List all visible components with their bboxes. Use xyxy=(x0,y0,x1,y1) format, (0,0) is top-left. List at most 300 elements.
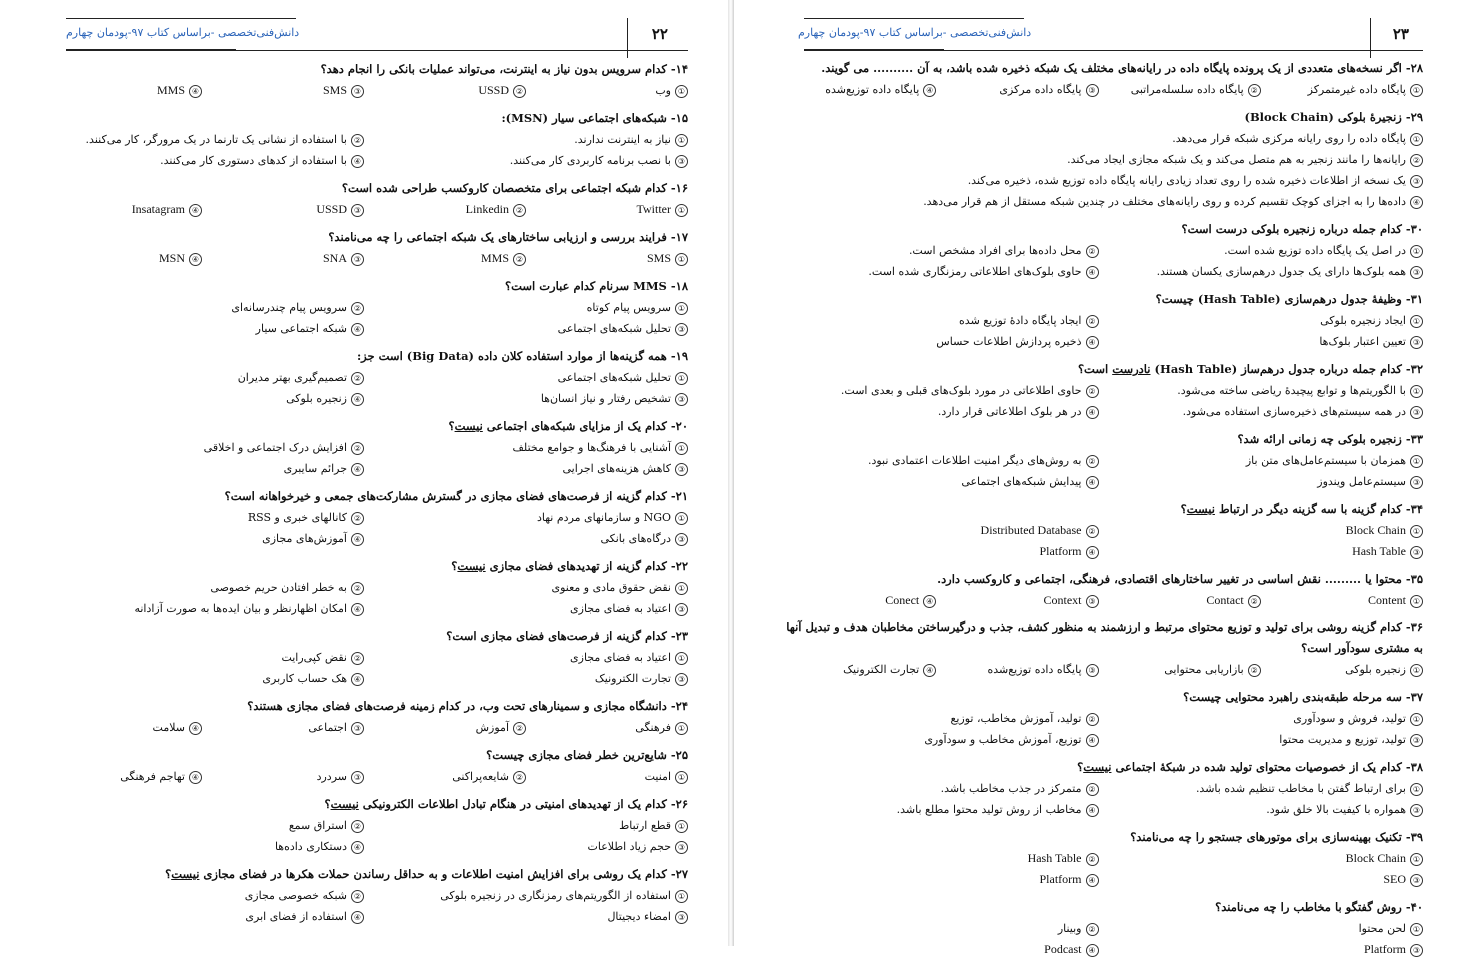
answer-option xyxy=(1099,541,1424,562)
answer-options xyxy=(40,815,688,857)
answer-options xyxy=(774,708,1423,750)
option-text: اجتماعی xyxy=(308,721,347,734)
answer-option xyxy=(774,128,1423,149)
answer-option xyxy=(40,598,364,619)
answer-option xyxy=(364,906,688,927)
question-stem: ۲۷- کدام یک روشی برای افزایش امنیت اطلاعات و به حداقل رساندن حملات هکرها در فضای مجازی نیست؟ xyxy=(165,867,688,881)
option-number: ② xyxy=(351,820,364,833)
answer-option xyxy=(364,766,526,787)
option-number: ① xyxy=(675,582,688,595)
answer-option xyxy=(1261,590,1423,611)
option-text: امنیت xyxy=(644,770,671,783)
option-text: با الگوریتم‌ها و توابع پیچیدهٔ ریاضی ساخته می‌شود. xyxy=(1177,384,1406,397)
option-text: سرویس پیام کوتاه xyxy=(586,301,671,314)
option-number: ④ xyxy=(1410,196,1423,209)
option-number: ① xyxy=(1410,783,1423,796)
option-number: ④ xyxy=(923,595,936,608)
book-title: دانش‌فنی‌تخصصی -براساس کتاب ۹۷-پودمان چهارم xyxy=(66,26,300,39)
question-item xyxy=(40,345,688,409)
answer-options xyxy=(40,199,688,220)
option-text: آموزش‌های مجازی xyxy=(262,532,347,545)
option-text: اعتیاد به فضای مجازی xyxy=(570,602,671,615)
answer-option xyxy=(40,577,364,598)
option-text: متمرکز در جذب مخاطب باشد. xyxy=(940,782,1082,795)
option-number: ③ xyxy=(1410,406,1423,419)
answer-option xyxy=(774,590,936,611)
answer-option xyxy=(40,388,364,409)
option-text: با استفاده از کدهای دستوری کار می‌کنند. xyxy=(160,154,347,167)
answer-option xyxy=(774,191,1423,212)
option-text: شایعه‌پراکنی xyxy=(452,770,509,783)
option-number: ② xyxy=(1086,455,1099,468)
answer-option xyxy=(526,717,688,738)
option-text: لحن محتوا xyxy=(1358,922,1406,935)
option-text: شبکه اجتماعی سیار xyxy=(255,322,347,335)
option-number: ③ xyxy=(1410,944,1423,957)
option-number: ① xyxy=(675,85,688,98)
answer-option xyxy=(40,885,364,906)
option-text: SMS xyxy=(646,251,671,265)
question-stem: ۱۸- MMS سرنام کدام عبارت است؟ xyxy=(505,279,688,293)
answer-options xyxy=(774,380,1423,422)
answer-options xyxy=(40,717,688,738)
option-number: ② xyxy=(351,302,364,315)
answer-options xyxy=(774,450,1423,492)
negation-word: نیست xyxy=(330,797,359,811)
option-number: ② xyxy=(1086,315,1099,328)
option-number: ② xyxy=(513,204,526,217)
option-number: ③ xyxy=(675,463,688,476)
option-text: MMS xyxy=(156,83,185,97)
option-number: ① xyxy=(675,722,688,735)
question-stem: ۲۸- اگر نسخه‌های متعددی از یک پرونده پایگاه داده در رایانه‌های مختلف یک شبکه ذخیره شده باشد، به آن .......... می گویند. xyxy=(821,61,1423,75)
option-text: قطع ارتباط xyxy=(619,819,671,832)
question-item xyxy=(40,485,688,549)
answer-option xyxy=(774,450,1099,471)
option-text: Insatagram xyxy=(131,202,185,216)
option-text: پیدایش شبکه‌های اجتماعی xyxy=(961,475,1082,488)
answer-option xyxy=(1099,471,1424,492)
question-item xyxy=(774,896,1423,960)
option-number: ③ xyxy=(675,841,688,854)
book-title: دانش‌فنی‌تخصصی -براساس کتاب ۹۷-پودمان چهارم xyxy=(798,26,1032,39)
option-number: ④ xyxy=(923,664,936,677)
option-number: ④ xyxy=(189,85,202,98)
answer-option xyxy=(40,906,364,927)
question-item xyxy=(774,617,1423,680)
negation-word: نادرست xyxy=(1112,362,1151,376)
option-number: ② xyxy=(513,771,526,784)
option-number: ③ xyxy=(351,722,364,735)
question-stem: ۲۳- کدام گزینه از فرصت‌های فضای مجازی است؟ xyxy=(446,629,688,643)
option-text: Twitter xyxy=(636,202,671,216)
answer-options xyxy=(774,848,1423,890)
option-number: ① xyxy=(1410,525,1423,538)
answer-option xyxy=(1099,869,1424,890)
option-text: محل داده‌ها برای افراد مشخص است. xyxy=(908,244,1082,257)
option-number: ③ xyxy=(675,393,688,406)
option-number: ① xyxy=(675,442,688,455)
option-number: ④ xyxy=(1086,336,1099,349)
option-text: دستکاری داده‌ها xyxy=(274,840,347,853)
option-number: ③ xyxy=(1086,84,1099,97)
answer-option xyxy=(1099,939,1424,960)
answer-options xyxy=(774,128,1423,212)
answer-option xyxy=(40,717,202,738)
question-stem: ۱۴- کدام سرویس بدون نیاز به اینترنت، می‌تواند عملیات بانکی را انجام دهد؟ xyxy=(320,62,688,76)
option-text: ایجاد زنجیره بلوکی xyxy=(1320,314,1406,327)
answer-options xyxy=(40,437,688,479)
question-item xyxy=(40,695,688,738)
question-stem: ۲۱- کدام گزینه از فرصت‌های فضای مجازی در گسترش مشارکت‌های جمعی و خیرخواهانه است؟ xyxy=(224,489,688,503)
answer-option xyxy=(774,331,1099,352)
header-divider xyxy=(1370,18,1371,58)
answer-option xyxy=(526,766,688,787)
option-text: نقض کپی‌رایت xyxy=(281,651,347,664)
answer-option xyxy=(40,318,364,339)
answer-option xyxy=(40,836,364,857)
option-text: تهاجم فرهنگی xyxy=(120,770,185,783)
question-item xyxy=(774,106,1423,212)
page-number: ۲۳ xyxy=(1392,25,1409,43)
option-number: ① xyxy=(675,890,688,903)
question-item xyxy=(40,275,688,339)
option-number: ④ xyxy=(1086,874,1099,887)
option-number: ① xyxy=(1410,595,1423,608)
option-text: تجارت الکترونیک xyxy=(594,672,671,685)
answer-option xyxy=(526,199,688,220)
option-text: SNA xyxy=(322,251,347,265)
option-number: ④ xyxy=(351,911,364,924)
question-stem: ۳۳- زنجیره بلوکی چه زمانی ارائه شد؟ xyxy=(1237,432,1423,446)
question-stem: ۴۰- روش گفتگو با مخاطب را چه می‌نامند؟ xyxy=(1215,900,1423,914)
option-number: ③ xyxy=(351,204,364,217)
answer-option xyxy=(364,836,688,857)
answer-options xyxy=(40,507,688,549)
answer-option xyxy=(364,367,688,388)
answer-option xyxy=(1099,401,1424,422)
option-number: ① xyxy=(675,253,688,266)
option-text: در همه سیستم‌های ذخیره‌سازی استفاده می‌شود. xyxy=(1182,405,1406,418)
answer-option xyxy=(364,528,688,549)
header-rule xyxy=(804,50,1423,51)
option-number: ③ xyxy=(351,253,364,266)
option-number: ① xyxy=(675,372,688,385)
option-number: ④ xyxy=(351,673,364,686)
option-number: ① xyxy=(675,652,688,665)
answer-option xyxy=(1099,331,1424,352)
option-number: ① xyxy=(675,820,688,833)
answer-option xyxy=(774,520,1099,541)
answer-option xyxy=(364,668,688,689)
answer-option xyxy=(40,507,364,528)
option-number: ② xyxy=(351,372,364,385)
option-text: زنجیره بلوکی xyxy=(1345,663,1406,676)
answer-option xyxy=(202,80,364,101)
option-text: تحلیل شبکه‌های اجتماعی xyxy=(557,371,671,384)
option-number: ④ xyxy=(189,722,202,735)
option-text: نیاز به اینترنت ندارند. xyxy=(574,133,671,146)
option-number: ③ xyxy=(1086,595,1099,608)
answer-option xyxy=(40,815,364,836)
option-number: ① xyxy=(675,302,688,315)
option-number: ③ xyxy=(351,85,364,98)
answer-option xyxy=(40,150,364,171)
option-text: Platform xyxy=(1364,942,1406,956)
option-text: تصمیم‌گیری بهتر مدیران xyxy=(237,371,347,384)
option-text: پایگاه داده توزیع‌شده xyxy=(987,663,1082,676)
option-number: ④ xyxy=(351,323,364,336)
option-text: در اصل یک پایگاه داده توزیع شده است. xyxy=(1224,244,1406,257)
option-text: سرویس پیام چندرسانه‌ای xyxy=(231,301,347,314)
option-number: ④ xyxy=(1086,546,1099,559)
answer-option xyxy=(40,668,364,689)
option-text: سیستم‌عامل ویندوز xyxy=(1317,475,1406,488)
option-number: ④ xyxy=(351,155,364,168)
question-stem: ۱۷- فرایند بررسی و ارزیابی ساختارهای یک شبکه اجتماعی را چه می‌نامند؟ xyxy=(328,230,688,244)
option-number: ④ xyxy=(351,533,364,546)
option-text: فرهنگی xyxy=(635,721,671,734)
option-number: ① xyxy=(1410,245,1423,258)
answer-option xyxy=(774,149,1423,170)
question-item xyxy=(774,58,1423,100)
option-number: ① xyxy=(1410,853,1423,866)
option-text: نقض حقوق مادی و معنوی xyxy=(551,581,671,594)
answer-option xyxy=(526,248,688,269)
option-text: استفاده از الگوریتم‌های رمزنگاری در زنجیره بلوکی xyxy=(440,889,671,902)
option-number: ③ xyxy=(1410,734,1423,747)
option-number: ② xyxy=(1248,664,1261,677)
option-number: ② xyxy=(351,582,364,595)
answer-option xyxy=(364,150,688,171)
option-text: Block Chain xyxy=(1345,851,1406,865)
question-stem: ۲۹- زنجیرهٔ بلوکی (Block Chain) xyxy=(1244,110,1423,124)
option-number: ③ xyxy=(1410,336,1423,349)
answer-option xyxy=(364,507,688,528)
option-text: Distributed Database xyxy=(980,523,1082,537)
option-text: MSN xyxy=(158,251,185,265)
answer-option xyxy=(364,248,526,269)
option-text: MMS xyxy=(480,251,509,265)
option-text: به خطر افتادن حریم خصوصی xyxy=(210,581,347,594)
answer-option xyxy=(40,199,202,220)
answer-options xyxy=(40,80,688,101)
question-item xyxy=(774,826,1423,890)
answer-option xyxy=(1099,450,1424,471)
option-text: جرائم سایبری xyxy=(283,462,347,475)
question-list xyxy=(40,58,688,933)
option-number: ② xyxy=(1410,154,1423,167)
answer-options xyxy=(774,310,1423,352)
option-number: ③ xyxy=(675,533,688,546)
option-text: تولید، توزیع و مدیریت محتوا xyxy=(1279,733,1406,746)
option-text: Context xyxy=(1043,593,1082,607)
question-item xyxy=(40,744,688,787)
answer-option xyxy=(1261,79,1423,100)
negation-word: نیست xyxy=(1083,760,1112,774)
answer-options xyxy=(774,659,1423,680)
option-text: سردرد xyxy=(316,770,347,783)
answer-option xyxy=(1099,729,1424,750)
answer-option xyxy=(774,380,1099,401)
answer-option xyxy=(774,778,1099,799)
answer-option xyxy=(40,437,364,458)
option-number: ③ xyxy=(1086,664,1099,677)
option-text: پایگاه داده سلسله‌مراتبی xyxy=(1130,83,1244,96)
option-text: Conect xyxy=(885,593,920,607)
option-number: ③ xyxy=(1410,546,1423,559)
option-text: Hash Table xyxy=(1027,851,1082,865)
option-number: ② xyxy=(1086,713,1099,726)
answer-option xyxy=(774,799,1099,820)
answer-option xyxy=(774,869,1099,890)
option-text: زنجیره بلوکی xyxy=(286,392,347,405)
option-number: ① xyxy=(675,771,688,784)
question-item xyxy=(774,288,1423,352)
question-stem: ۳۹- تکنیک بهینه‌سازی برای موتورهای جستجو را چه می‌نامند؟ xyxy=(1130,830,1423,844)
answer-option xyxy=(774,401,1099,422)
option-number: ④ xyxy=(189,204,202,217)
option-number: ② xyxy=(513,722,526,735)
option-text: داده‌ها را به اجزای کوچک تقسیم کرده و روی رایانه‌های مختلف در چندین شبکه مستقل از هم قرار می‌دهد. xyxy=(923,195,1406,208)
answer-option xyxy=(1099,520,1424,541)
option-text: درگاه‌های بانکی xyxy=(600,532,671,545)
answer-option xyxy=(526,80,688,101)
option-text: SEO xyxy=(1383,872,1406,886)
option-number: ② xyxy=(351,512,364,525)
option-text: کانالهای خبری و RSS xyxy=(247,511,347,524)
question-item xyxy=(40,58,688,101)
answer-option xyxy=(1099,240,1424,261)
option-text: پایگاه داده توزیع‌شده xyxy=(825,83,920,96)
answer-option xyxy=(1099,848,1424,869)
option-text: Podcast xyxy=(1044,942,1082,956)
question-item xyxy=(40,177,688,220)
option-text: حاوی اطلاعاتی در مورد بلوک‌های قبلی و بعدی است. xyxy=(840,384,1082,397)
option-text: USSD xyxy=(478,83,509,97)
option-number: ④ xyxy=(1086,406,1099,419)
option-text: تجارت الکترونیک xyxy=(843,663,920,676)
answer-option xyxy=(774,729,1099,750)
option-text: کاهش هزینه‌های اجرایی xyxy=(562,462,671,475)
question-item xyxy=(40,555,688,619)
negation-word: نیست xyxy=(457,559,486,573)
option-number: ③ xyxy=(675,911,688,924)
option-number: ① xyxy=(1410,923,1423,936)
option-number: ② xyxy=(1086,525,1099,538)
answer-option xyxy=(1099,79,1261,100)
answer-option xyxy=(1099,380,1424,401)
option-text: حاوی بلوک‌های اطلاعاتی رمزنگاری شده است. xyxy=(868,265,1082,278)
option-text: تولید، فروش و سودآوری xyxy=(1293,712,1406,725)
answer-option xyxy=(1099,778,1424,799)
option-text: تولید، آموزش مخاطب، توزیع xyxy=(950,712,1082,725)
option-text: ذخیره پردازش اطلاعات حساس xyxy=(936,335,1082,348)
option-text: وب xyxy=(655,84,671,97)
option-number: ④ xyxy=(1086,476,1099,489)
answer-option xyxy=(202,717,364,738)
option-text: برای ارتباط گفتن با مخاطب تنظیم شده باشد. xyxy=(1195,782,1406,795)
question-stem: ۳۲- کدام جمله درباره جدول درهم‌ساز (Hash Table) نادرست است؟ xyxy=(1077,362,1423,376)
option-text: تعیین اعتبار بلوک‌ها xyxy=(1319,335,1406,348)
book-page-23 xyxy=(734,0,1463,956)
answer-option xyxy=(936,659,1098,680)
option-text: توزیع، آموزش مخاطب و سودآوری xyxy=(924,733,1082,746)
option-text: Hash Table xyxy=(1352,544,1406,558)
option-text: پایگاه داده غیرمتمرکز xyxy=(1307,83,1406,96)
answer-option xyxy=(774,261,1099,282)
answer-options xyxy=(40,248,688,269)
option-number: ③ xyxy=(675,603,688,616)
option-number: ① xyxy=(675,512,688,525)
question-stem: ۳۰- کدام جمله درباره زنجیره بلوکی درست است؟ xyxy=(1181,222,1423,236)
answer-option xyxy=(1099,659,1261,680)
option-text: SMS xyxy=(322,83,347,97)
answer-options xyxy=(40,885,688,927)
answer-options xyxy=(40,129,688,171)
question-stem: ۳۱- وظیفهٔ جدول درهم‌سازی (Hash Table) چیست؟ xyxy=(1155,292,1423,306)
option-text: امکان اظهارنظر و بیان ایده‌ها به صورت آزادانه xyxy=(134,602,347,615)
option-text: مخاطب از روش تولید محتوا مطلع باشد. xyxy=(896,803,1082,816)
answer-option xyxy=(202,766,364,787)
option-number: ② xyxy=(1248,595,1261,608)
question-stem: ۲۵- شایع‌ترین خطر فضای مجازی چیست؟ xyxy=(486,748,688,762)
option-text: Platform xyxy=(1039,872,1082,886)
option-text: افزایش درک اجتماعی و اخلاقی xyxy=(203,441,347,454)
answer-option xyxy=(774,310,1099,331)
answer-option xyxy=(774,471,1099,492)
answer-option xyxy=(774,708,1099,729)
answer-option xyxy=(40,458,364,479)
answer-option xyxy=(40,248,202,269)
option-number: ② xyxy=(351,442,364,455)
option-text: همه بلوک‌ها دارای یک جدول درهم‌سازی یکسان هستند. xyxy=(1156,265,1406,278)
option-number: ③ xyxy=(675,155,688,168)
option-text: وبینار xyxy=(1057,922,1082,935)
option-text: امضاء دیجیتال xyxy=(607,910,671,923)
answer-option xyxy=(1099,310,1424,331)
option-text: پایگاه داده را روی رایانه مرکزی شبکه قرار می‌دهد. xyxy=(1172,132,1406,145)
option-number: ④ xyxy=(189,253,202,266)
question-stem: ۳۵- محتوا یا ......... نقش اساسی در تغییر ساختارهای اقتصادی، فرهنگی، اجتماعی و کاروکسب دارد. xyxy=(937,572,1423,586)
book-page-22 xyxy=(0,0,728,946)
answer-option xyxy=(1099,799,1424,820)
question-stem: ۳۶- کدام گزینه روشی برای تولید و توزیع محتوای مرتبط و ارزشمند به منظور کشف، جذب و درگیرساختن مخاطبان هدف و تبدیل آنها به مشتری سودآور است؟ xyxy=(786,620,1423,655)
answer-option xyxy=(364,297,688,318)
answer-options xyxy=(774,520,1423,562)
option-text: بازاریابی محتوایی xyxy=(1164,663,1244,676)
option-text: اعتیاد به فضای مجازی xyxy=(570,651,671,664)
answer-option xyxy=(364,577,688,598)
question-stem: ۳۴- کدام گزینه با سه گزینه دیگر در ارتباط نیست؟ xyxy=(1180,502,1423,516)
question-stem: ۲۶- کدام یک از تهدیدهای امنیتی در هنگام تبادل اطلاعات الکترونیکی نیست؟ xyxy=(324,797,688,811)
option-text: Platform xyxy=(1039,544,1082,558)
answer-option xyxy=(364,437,688,458)
option-text: Linkedin xyxy=(465,202,509,216)
answer-options xyxy=(774,590,1423,611)
question-item xyxy=(774,358,1423,422)
option-number: ③ xyxy=(1410,874,1423,887)
option-text: رایانه‌ها را مانند زنجیر به هم متصل می‌کند و یک شبکه مجازی ایجاد می‌کند. xyxy=(1067,153,1406,166)
option-text: همواره با کیفیت بالا خلق شود. xyxy=(1266,803,1406,816)
option-number: ④ xyxy=(351,463,364,476)
option-text: پایگاه داده مرکزی xyxy=(999,83,1082,96)
option-number: ① xyxy=(1410,713,1423,726)
answer-option xyxy=(202,199,364,220)
option-number: ① xyxy=(1410,664,1423,677)
answer-option xyxy=(774,939,1099,960)
answer-option xyxy=(202,248,364,269)
